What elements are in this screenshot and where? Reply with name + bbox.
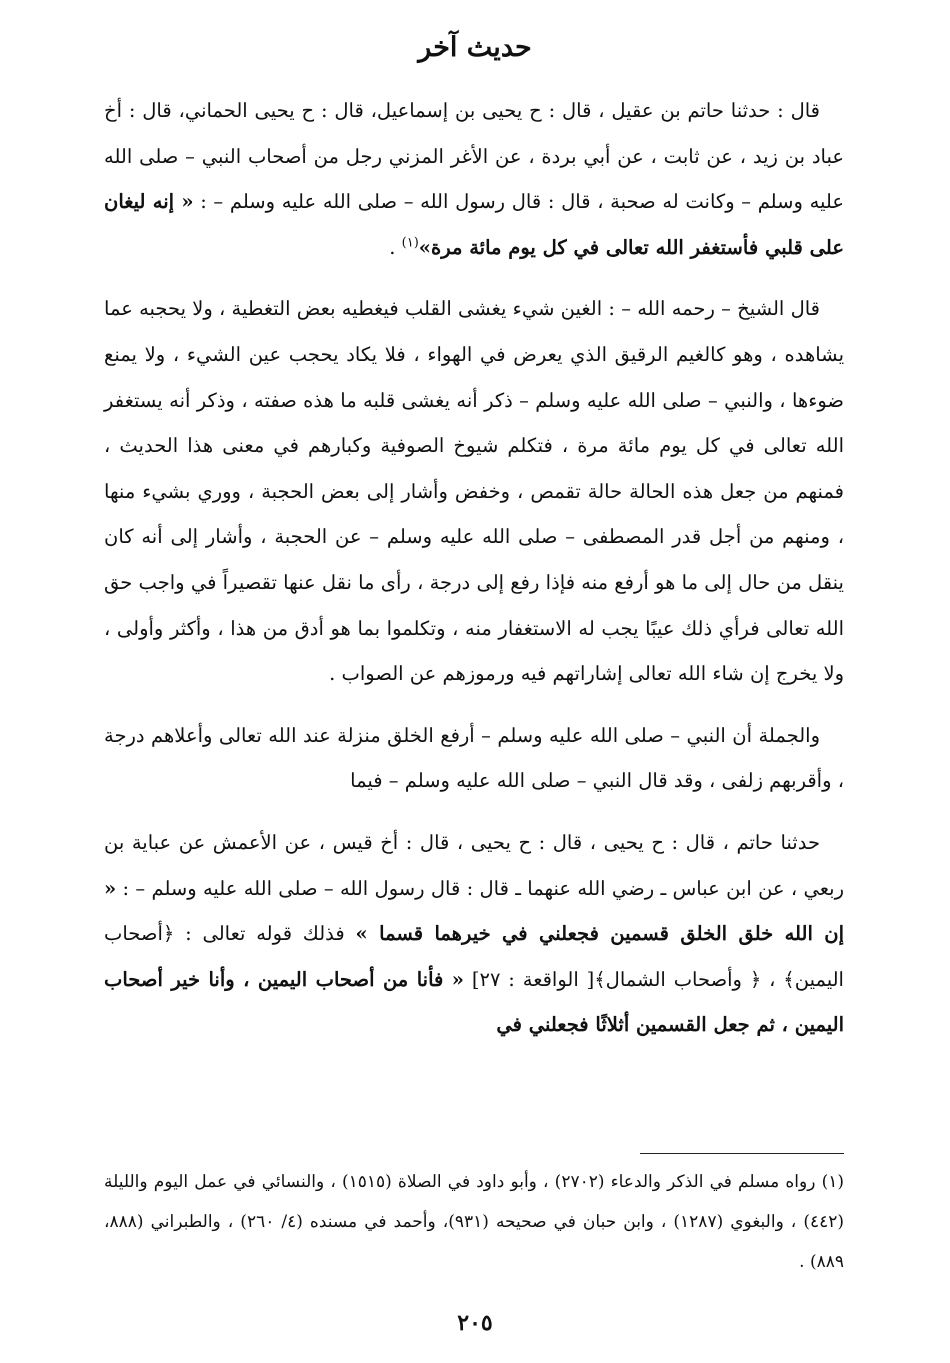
hadith-quote-2-continued: « فأنا من أصحاب اليمين ، وأنا خير أصحاب اليمين ، ثم جعل القسمين أثلاثًا فجعلني في	[104, 967, 844, 1037]
paragraph-3: والجملة أن النبي – صلى الله عليه وسلم – أرفع الخلق منزلة عند الله تعالى وأعلاهم درجة ، وأقربهم زلفى ، وقد قال النبي – صلى الله عليه وسلم – فيما	[104, 723, 844, 793]
body-text	[104, 88, 844, 1064]
paragraph-4-middle: فذلك قوله تعالى : ﴿أصحاب اليمين﴾ ، ﴿ وأصحاب الشمال﴾[ الواقعة : ٢٧]	[104, 922, 844, 991]
paragraph-4-text: حدثنا حاتم ، قال : ح يحيى ، قال : ح يحيى ، قال : أخ قيس ، عن الأعمش عن عباية بن ربعي ، عن ابن عباس ـ رضي الله عنهما ـ قال : قال رسول الله – صلى الله عليه وسلم – :	[104, 830, 844, 900]
hadith-quote-1: « إنه ليغان على قلبي فأستغفر الله تعالى في كل يوم مائة مرة»	[104, 190, 844, 259]
footnote-1: (١) رواه مسلم في الذكر والدعاء (٢٧٠٢) ، وأبو داود في الصلاة (١٥١٥) ، والنسائي في عمل اليوم والليلة (٤٤٢) ، والبغوي (١٢٨٧) ، وابن حبان في صحيحه (٩٣١)، وأحمد في مسنده (٤/ ٢٦٠) ، والطبراني (٨٨٨، ٨٨٩) .	[104, 1172, 845, 1272]
page-number: ٢٠٥	[457, 1310, 493, 1336]
page-title: حديث آخر	[418, 32, 532, 63]
paragraph-4	[104, 820, 844, 1048]
paragraph-2: قال الشيخ – رحمه الله – : الغين شيء يغشى القلب فيغطيه بعض التغطية ، ولا يحجبه عما يشاهده ، وهو كالغيم الرقيق الذي يعرض في الهواء ، فلا يكاد يحجب عين الشيء ، ولا يمنع ضوءها ، والنبي – صلى الله عليه وسلم – ذكر أنه يغشى قلبه ما هذه صفته ، وذكر أنه يستغفر الله تعالى في كل يوم مائة مرة ، فتكلم شيوخ الصوفية وكبارهم في معنى هذا الحديث ، فمنهم من جعل هذه الحالة حالة تقمص ، وخفض وأشار إلى بعض الحجبة ، ووري بشيء منها ، ومنهم من أجل قدر المصطفى – صلى الله عليه وسلم – عن الحجبة ، وأشار إلى أنه كان ينقل من حال إلى ما هو أرفع منه فإذا رفع إلى درجة ، رأى ما نقل عنها تقصيراً في واجب حق الله تعالى فرأي ذلك عيبًا يجب له الاستغفار منه ، وتكلموا بما هو أدق من هذا ، وأكثر وأولى ، ولا يخرج إن شاء الله تعالى إشاراتهم فيه ورموزهم عن الصواب .	[104, 297, 844, 686]
paragraph-1-text: قال : حدثنا حاتم بن عقيل ، قال : ح يحيى بن إسماعيل، قال : ح يحيى الحماني، قال : أخ عباد بن زيد ، عن ثابت ، عن أبي بردة ، عن الأغر المزني رجل من أصحاب النبي – صلى الله عليه وسلم – وكانت له صحبة ، قال : قال رسول الله – صلى الله عليه وسلم – :	[104, 99, 845, 214]
footnote-marker-1: (١)	[401, 235, 419, 251]
paragraph-1	[104, 88, 844, 270]
hadith-quote-2: « إن الله خلق الخلق قسمين فجعلني في خيرهما قسما »	[104, 876, 845, 946]
footnotes	[104, 1162, 844, 1282]
paragraph-1-end: .	[389, 235, 402, 259]
footnote-divider	[640, 1153, 844, 1154]
